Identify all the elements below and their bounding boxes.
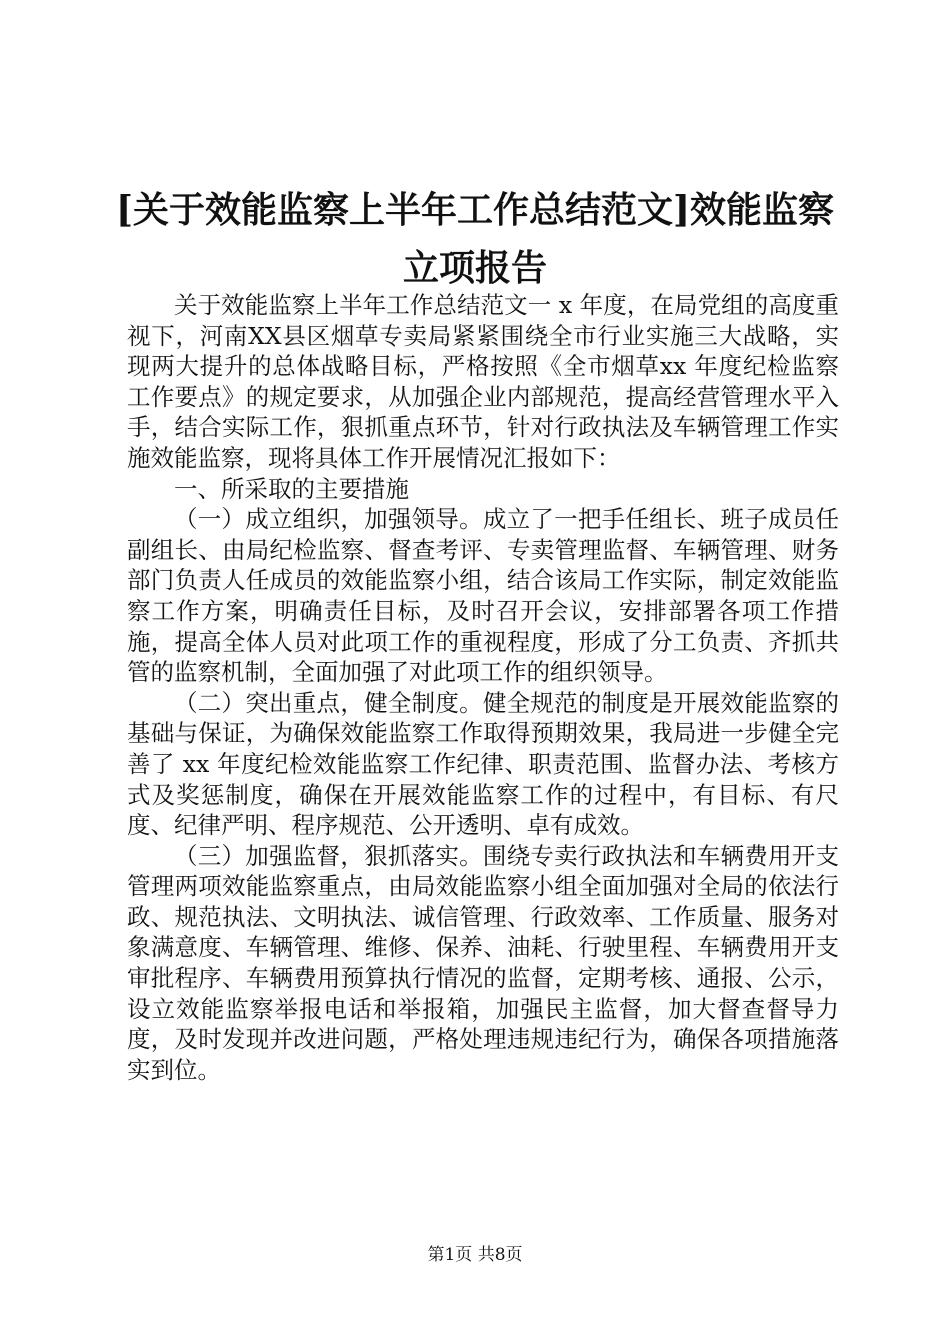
paragraph-measure-3: （三）加强监督，狠抓落实。围绕专卖行政执法和车辆费用开支管理两项效能监察重点，由局效能监察小组全面加强对全局的依法行政、规范执法、文明执法、诚信管理、行政效率、工作质量、服务对象满意度、车辆管理、维修、保养、油耗、行驶里程、车辆费用开支审批程序、车辆费用预算执行情况的监督，定期考核、通报、公示，设立效能监察举报电话和举报箱，加强民主监督，加大督查督导力度，及时发现并改进问题，严格处理违规违纪行为，确保各项措施落实到位。	[127, 841, 839, 1084]
document-title-line-2: 立项报告	[402, 247, 547, 289]
document-body	[127, 290, 839, 1085]
paragraph-measure-1: （一）成立组织，加强领导。成立了一把手任组长、班子成员任副组长、由局纪检监察、督查考评、专卖管理监督、车辆管理、财务部门负责人任成员的效能监察小组，结合该局工作实际，制定效能监察工作方案，明确责任目标，及时召开会议，安排部署各项工作措施，提高全体人员对此项工作的重视程度，形成了分工负责、齐抓共管的监察机制，全面加强了对此项工作的组织领导。	[127, 505, 839, 687]
document-title-line-1: [关于效能监察上半年工作总结范文]效能监察	[115, 189, 835, 231]
page-number-footer: 第1页 共8页	[427, 1245, 523, 1265]
paragraph-intro: 关于效能监察上半年工作总结范文一 x 年度，在局党组的高度重视下，河南XX县区烟草专卖局紧紧围绕全市行业实施三大战略，实现两大提升的总体战略目标，严格按照《全市烟草xx 年度纪检监察工作要点》的规定要求，从加强企业内部规范，提高经营管理水平入手，结合实际工作，狠抓重点环节，针对行政执法及车辆管理工作实施效能监察，现将具体工作开展情况汇报如下：	[127, 291, 839, 472]
section-heading-measures: 一、所采取的主要措施	[174, 474, 409, 503]
paragraph-measure-2: （二）突出重点，健全制度。健全规范的制度是开展效能监察的基础与保证，为确保效能监察工作取得预期效果，我局进一步健全完善了 xx 年度纪检效能监察工作纪律、职责范围、监督办法、考核方式及奖惩制度，确保在开展效能监察工作的过程中，有目标、有尺度、纪律严明、程序规范、公开透明、卓有成效。	[127, 688, 839, 840]
